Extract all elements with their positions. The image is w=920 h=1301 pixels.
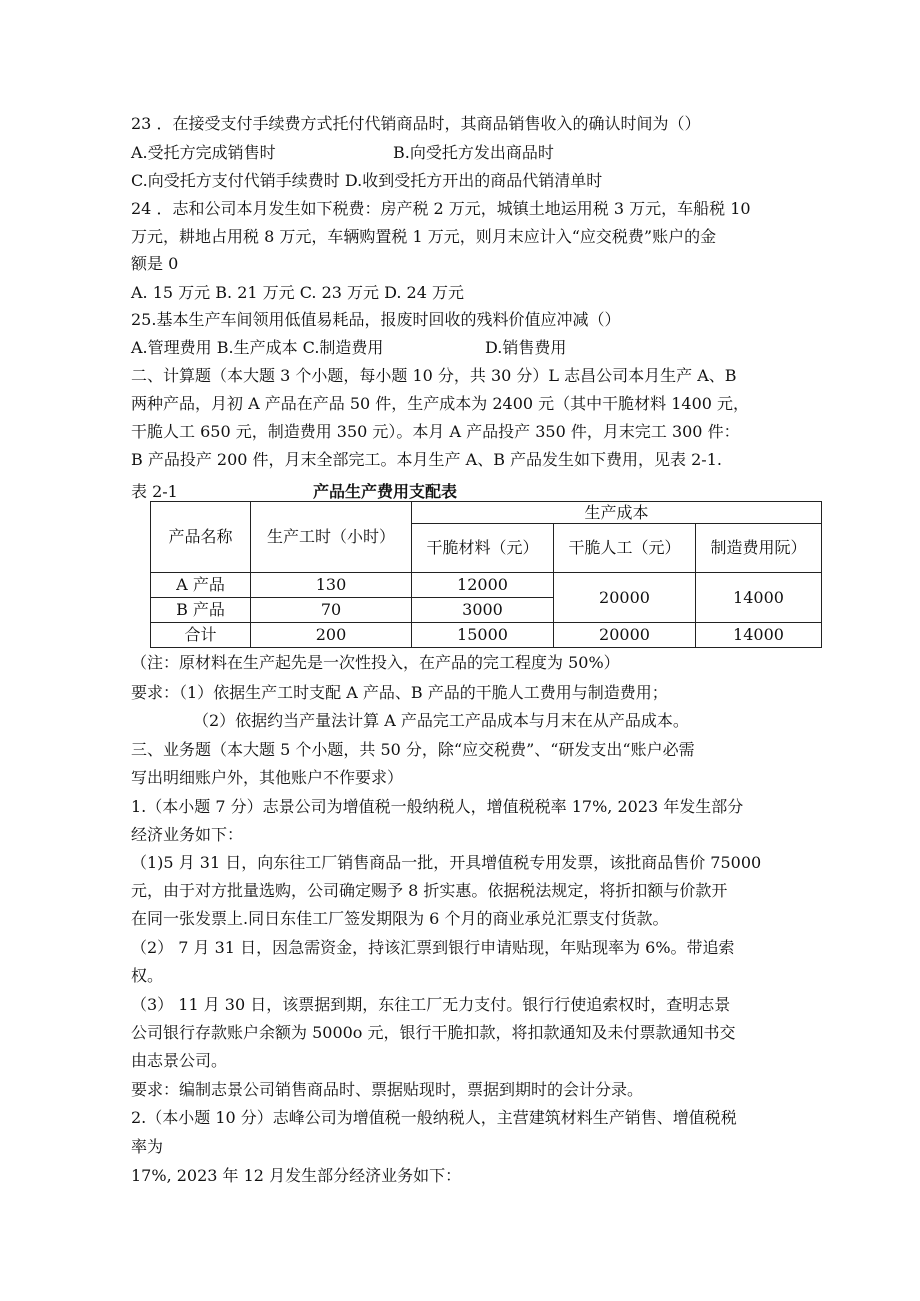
problem1-line-1: 1.（本小题 7 分）志景公司为增值税一般纳税人，增值税税率 17%, 2023 年发生部分 (131, 797, 744, 816)
problem2-line-2: 率为 (131, 1137, 164, 1156)
section3-heading-line-1: 三、业务题（本大题 5 个小题，共 50 分，除“应交税费”、“研发支出“账户必需 (131, 740, 695, 759)
table-cell-material: 3000 (412, 598, 554, 623)
table-total-labor: 20000 (554, 623, 696, 648)
section2-line-1 (131, 366, 737, 386)
section2-line-3: 干脆人工 650 元，制造费用 350 元）。本月 A 产品投产 350 件，月末完工 300 件： (131, 422, 740, 441)
section2-intro: （本大题 3 个小题，每小题 10 分，共 30 分）L 志昌公司本月生产 A、B (211, 366, 737, 385)
section2-heading: 二、计算题 (131, 366, 212, 385)
table-total-overhead: 14000 (696, 623, 822, 648)
item3-line-2: 公司银行存款账户余额为 5000o 元，银行干脆扣款，将扣款通知及未付票款通知书交 (131, 1023, 736, 1042)
requirement-2: （2）依据约当产量法计算 A 产品完工产品成本与月末在从产品成本。 (193, 711, 689, 730)
table-total-hours: 200 (251, 623, 412, 648)
problem2-line-3: 17%, 2023 年 12 月发生部分经济业务如下： (131, 1166, 462, 1185)
q25-option-d: D.销售费用 (485, 338, 567, 357)
table-number: 表 2-1 (131, 482, 178, 501)
table-cell-hours: 130 (251, 573, 412, 598)
q23-stem: 23 ．在接受支付手续费方式托付代销商品时，其商品销售收入的确认时间为（） (131, 114, 701, 133)
item3-line-1: （3） 11 月 30 日，该票据到期，东往工厂无力支付。银行行使追索权时，查明志景 (131, 995, 731, 1014)
q23-option-b: B.向受托方发出商品时 (393, 143, 554, 162)
problem1-requirement: 要求：编制志景公司销售商品时、票据贴现时，票据到期时的会计分录。 (131, 1080, 644, 1099)
header-direct-labor: 干脆人工（元） (554, 524, 696, 573)
table-cell-hours: 70 (251, 598, 412, 623)
header-production-cost: 生产成本 (412, 502, 822, 524)
section3-heading-line-2: 写出明细账户外，其他账户不作要求） (131, 768, 404, 787)
requirement-1: 要求：（1）依据生产工时支配 A 产品、B 产品的干脆人工费用与制造费用； (131, 683, 668, 702)
table-total-material: 15000 (412, 623, 554, 648)
q24-line-2: 万元，耕地占用税 8 万元，车辆购置税 1 万元，则月末应计入“应交税费”账户的金 (131, 227, 717, 246)
table-cell-name: A 产品 (151, 573, 251, 598)
table-cell-material: 12000 (412, 573, 554, 598)
section2-line-2: 两种产品，月初 A 产品在产品 50 件，生产成本为 2400 元（其中干脆材料 1400 元， (131, 394, 750, 413)
table-cell-overhead-merged: 14000 (696, 573, 822, 623)
item1-line-3: 在同一张发票上.同日东佳工厂签发期限为 6 个月的商业承兑汇票支付货款。 (131, 909, 669, 928)
cost-allocation-table (150, 501, 822, 648)
header-direct-material: 干脆材料（元） (412, 524, 554, 573)
table-cell-labor-merged: 20000 (554, 573, 696, 623)
problem2-line-1: 2.（本小题 10 分）志峰公司为增值税一般纳税人，主营建筑材料生产销售、增值税税 (131, 1108, 737, 1127)
table-note: （注：原材料在生产起先是一次性投入，在产品的完工程度为 50%） (131, 653, 620, 672)
q24-line-3: 额是 0 (131, 254, 179, 273)
q24-options: A. 15 万元 B. 21 万元 C. 23 万元 D. 24 万元 (131, 283, 464, 302)
item1-line-1: （1)5 月 31 日，向东往工厂销售商品一批，开具增值税专用发票，该批商品售价 75000 (131, 853, 762, 872)
item3-line-3: 由志景公司。 (131, 1051, 228, 1070)
table-total-name: 合计 (151, 623, 251, 648)
section2-line-4: B 产品投产 200 件，月末全部完工。本月生产 A、B 产品发生如下费用，见表 2-1. (131, 450, 722, 469)
table-cell-name: B 产品 (151, 598, 251, 623)
table-title: 产品生产费用支配表 (313, 482, 458, 501)
q23-option-a: A.受托方完成销售时 (131, 143, 276, 162)
problem1-line-2: 经济业务如下： (131, 825, 244, 844)
header-work-hours: 生产工时（小时） (251, 502, 412, 573)
item2-line-2: 权。 (131, 966, 164, 985)
q23-option-cd: C.向受托方支付代销手续费时 D.收到受托方开出的商品代销清单时 (131, 171, 603, 190)
item1-line-2: 元，由于对方批量选购，公司确定赐予 8 折实惠。依据税法规定，将折扣额与价款开 (131, 881, 728, 900)
header-product-name: 产品名称 (151, 502, 251, 573)
q25-stem: 25.基本生产车间领用低值易耗品，报废时回收的残料价值应冲减（） (131, 310, 621, 329)
q24-line-1: 24 ．志和公司本月发生如下税费：房产税 2 万元，城镇土地运用税 3 万元，车船税 10 (131, 199, 751, 218)
q25-options-abc: A.管理费用 B.生产成本 C.制造费用 (131, 338, 384, 357)
item2-line-1: （2） 7 月 31 日，因急需资金，持该汇票到银行申请贴现，年贴现率为 6%。带追索 (131, 938, 735, 957)
header-overhead: 制造费用阮） (696, 524, 822, 573)
